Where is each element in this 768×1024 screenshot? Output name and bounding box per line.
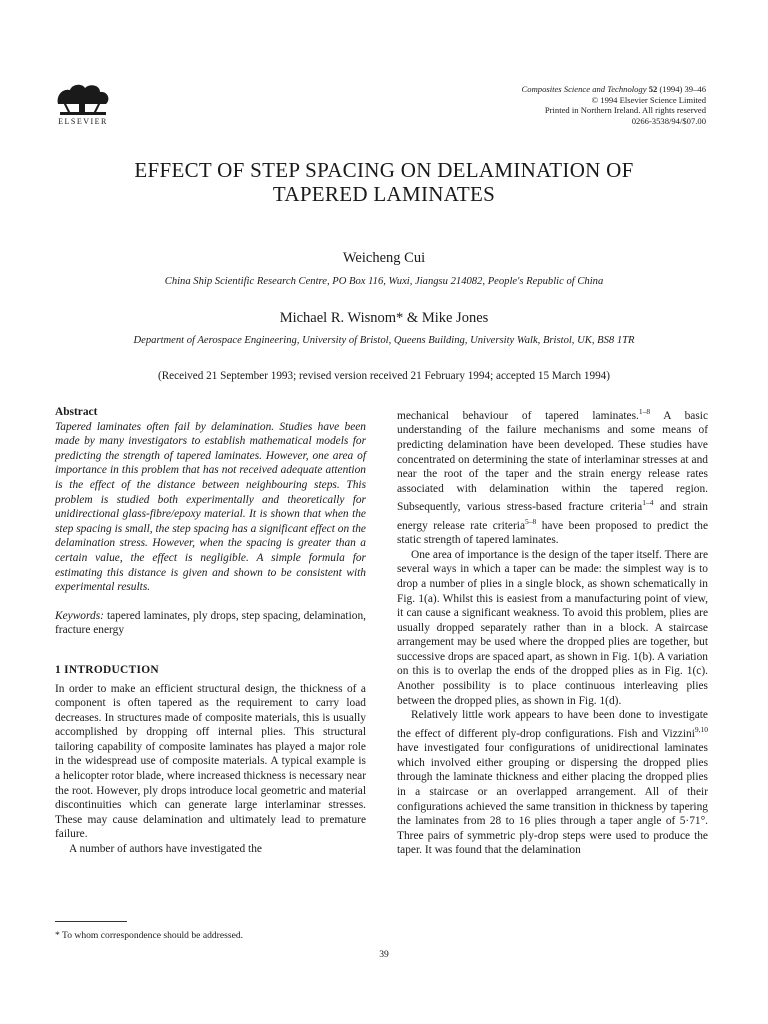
page-number: 39 xyxy=(379,949,389,960)
journal-citation xyxy=(522,84,706,95)
journal-year-pages: (1994) 39–46 xyxy=(659,84,706,94)
publisher-logo xyxy=(52,82,114,126)
keywords xyxy=(55,609,366,638)
title-line-2: TAPERED LAMINATES xyxy=(272,182,496,206)
right-p3-text-a: Relatively little work appears to have been done to investigate the effect of different ply-drop configurations. Fish and Vizzini xyxy=(397,709,708,740)
right-p1-text-b: A basic understanding of the failure mechanisms and some means of predicting delamination have been developed. These studies have concentrated on determining the state of interlaminar stresses at and near the root of the taper and the strain energy release rates associated with delamination within the tapered region. Subsequently, various stress-based fracture criteria xyxy=(397,409,708,514)
author-names-1: Weicheng Cui xyxy=(342,250,426,266)
right-p1-text-d: have been proposed to predict the static strength of tapered laminates. xyxy=(397,519,709,547)
author-affiliation-1: China Ship Scientific Research Centre, PO Box 116, Wuxi, Jiangsu 214082, People's Republic of China xyxy=(164,276,604,287)
journal-volume: 52 xyxy=(648,84,658,94)
title-line-1: EFFECT OF STEP SPACING ON DELAMINATION OF xyxy=(134,158,634,182)
right-column xyxy=(397,405,708,858)
journal-info xyxy=(522,84,706,126)
journal-name: Composites Science and Technology xyxy=(521,84,647,94)
paper-title xyxy=(60,158,708,206)
abstract-heading: Abstract xyxy=(55,406,98,418)
elsevier-tree-icon xyxy=(52,82,114,116)
journal-copyright: © 1994 Elsevier Science Limited xyxy=(591,94,706,105)
abstract-body: Tapered laminates often fail by delamination. Studies have been made by many investigators to establish mathematical models for predicting the strength of tapered laminates. However, one area of importance in this problem that has not received adequate attention is the effect of the distance between neighbouring steps. This problem is studied both experimentally and theoretically for unidirectional glass-fibre/epoxy material. It is shown that when the step spacing is small, the step spacing has a significant effect on the delamination stress. However, when the spacing is greater than a certain value, the effect is negligible. A simple formula for estimating this distance is given and shown to be consistent with experimental results. xyxy=(55,420,366,594)
left-column xyxy=(55,405,366,857)
right-p3-text-b: have investigated four configurations of unidirectional laminates which involved either grouping or dispersing the dropped plies through the laminate thickness and either placing the dropped plies in a staircase or an overlapped arrangement. All of their configurations achieved the same transition in thickness by tapering the laminates from 28 to 16 plies through a taper angle of 5·71°. Three pairs of symmetric ply-drop steps were used to produce the taper. It was found that the delamination xyxy=(397,742,708,857)
citation-sup-2: 1–4 xyxy=(642,498,654,508)
publisher-logo-label: ELSEVIER xyxy=(58,117,108,126)
journal-code: 0266-3538/94/$07.00 xyxy=(631,115,706,126)
introduction-paragraph-2-start: A number of authors have investigated the xyxy=(69,843,262,856)
keywords-label: Keywords: xyxy=(55,609,104,622)
author-names-2: Michael R. Wisnom* & Mike Jones xyxy=(279,310,489,326)
citation-sup-1: 1–8 xyxy=(638,407,651,416)
right-paragraph-2: One area of importance is the design of the taper itself. There are several ways in which a taper can be made: the simplest way is to drop a number of plies in a single block, as shown schematically in Fig. 1(a). Whilst this is easiest from a manufacturing point of view, it can cause a significant weakness. To avoid this problem, plies are usually dropped separately rather than in a block. A staircase arrangement may be used where the dropped plies are together, but successive drops are spaced apart, as shown in Fig. 1(b). A variation on this is to overlap the ends of the dropped plies as in Fig. 1(c). Another possibility is to place continuous interleaving plies between the dropped plies, as shown in Fig. 1(d). xyxy=(397,548,708,707)
footnote-divider xyxy=(55,921,127,922)
keywords-text: tapered laminates, ply drops, step spacing, delamination, fracture energy xyxy=(55,609,366,637)
footnote: * To whom correspondence should be addressed. xyxy=(55,930,244,941)
introduction-heading: 1 INTRODUCTION xyxy=(55,663,159,676)
right-paragraph-1 xyxy=(397,405,708,548)
received-dates: (Received 21 September 1993; revised version received 21 February 1994; accepted 15 March 1994) xyxy=(157,370,610,382)
citation-sup-4: 9,10 xyxy=(694,724,708,734)
right-paragraph-3 xyxy=(397,708,708,858)
journal-printed: Printed in Northern Ireland. All rights reserved xyxy=(544,105,706,116)
right-p1-text-a: mechanical behaviour of tapered laminates. xyxy=(397,409,639,422)
citation-sup-3: 5–8 xyxy=(525,516,537,526)
introduction-paragraph-1: In order to make an efficient structural design, the thickness of a component is often tapered as the requirement to carry load decreases. In structures made of composite materials, this is usually accomplished by dropping off internal plies. This structural tailoring capability of composite laminates has played a major role in the widespread use of composite materials. A typical example is a helicopter rotor blade, where increased thickness is necessary near the root. However, ply drops introduce local geometric and material discontinuities which can generate large interlaminar stresses. These may cause delamination and ultimately lead to premature failure. xyxy=(55,682,366,841)
right-p1-text-c: and strain energy release rate criteria xyxy=(397,501,708,532)
author-affiliation-2: Department of Aerospace Engineering, University of Bristol, Queens Building, University Walk, Bristol, UK, BS8 1TR xyxy=(133,335,635,346)
